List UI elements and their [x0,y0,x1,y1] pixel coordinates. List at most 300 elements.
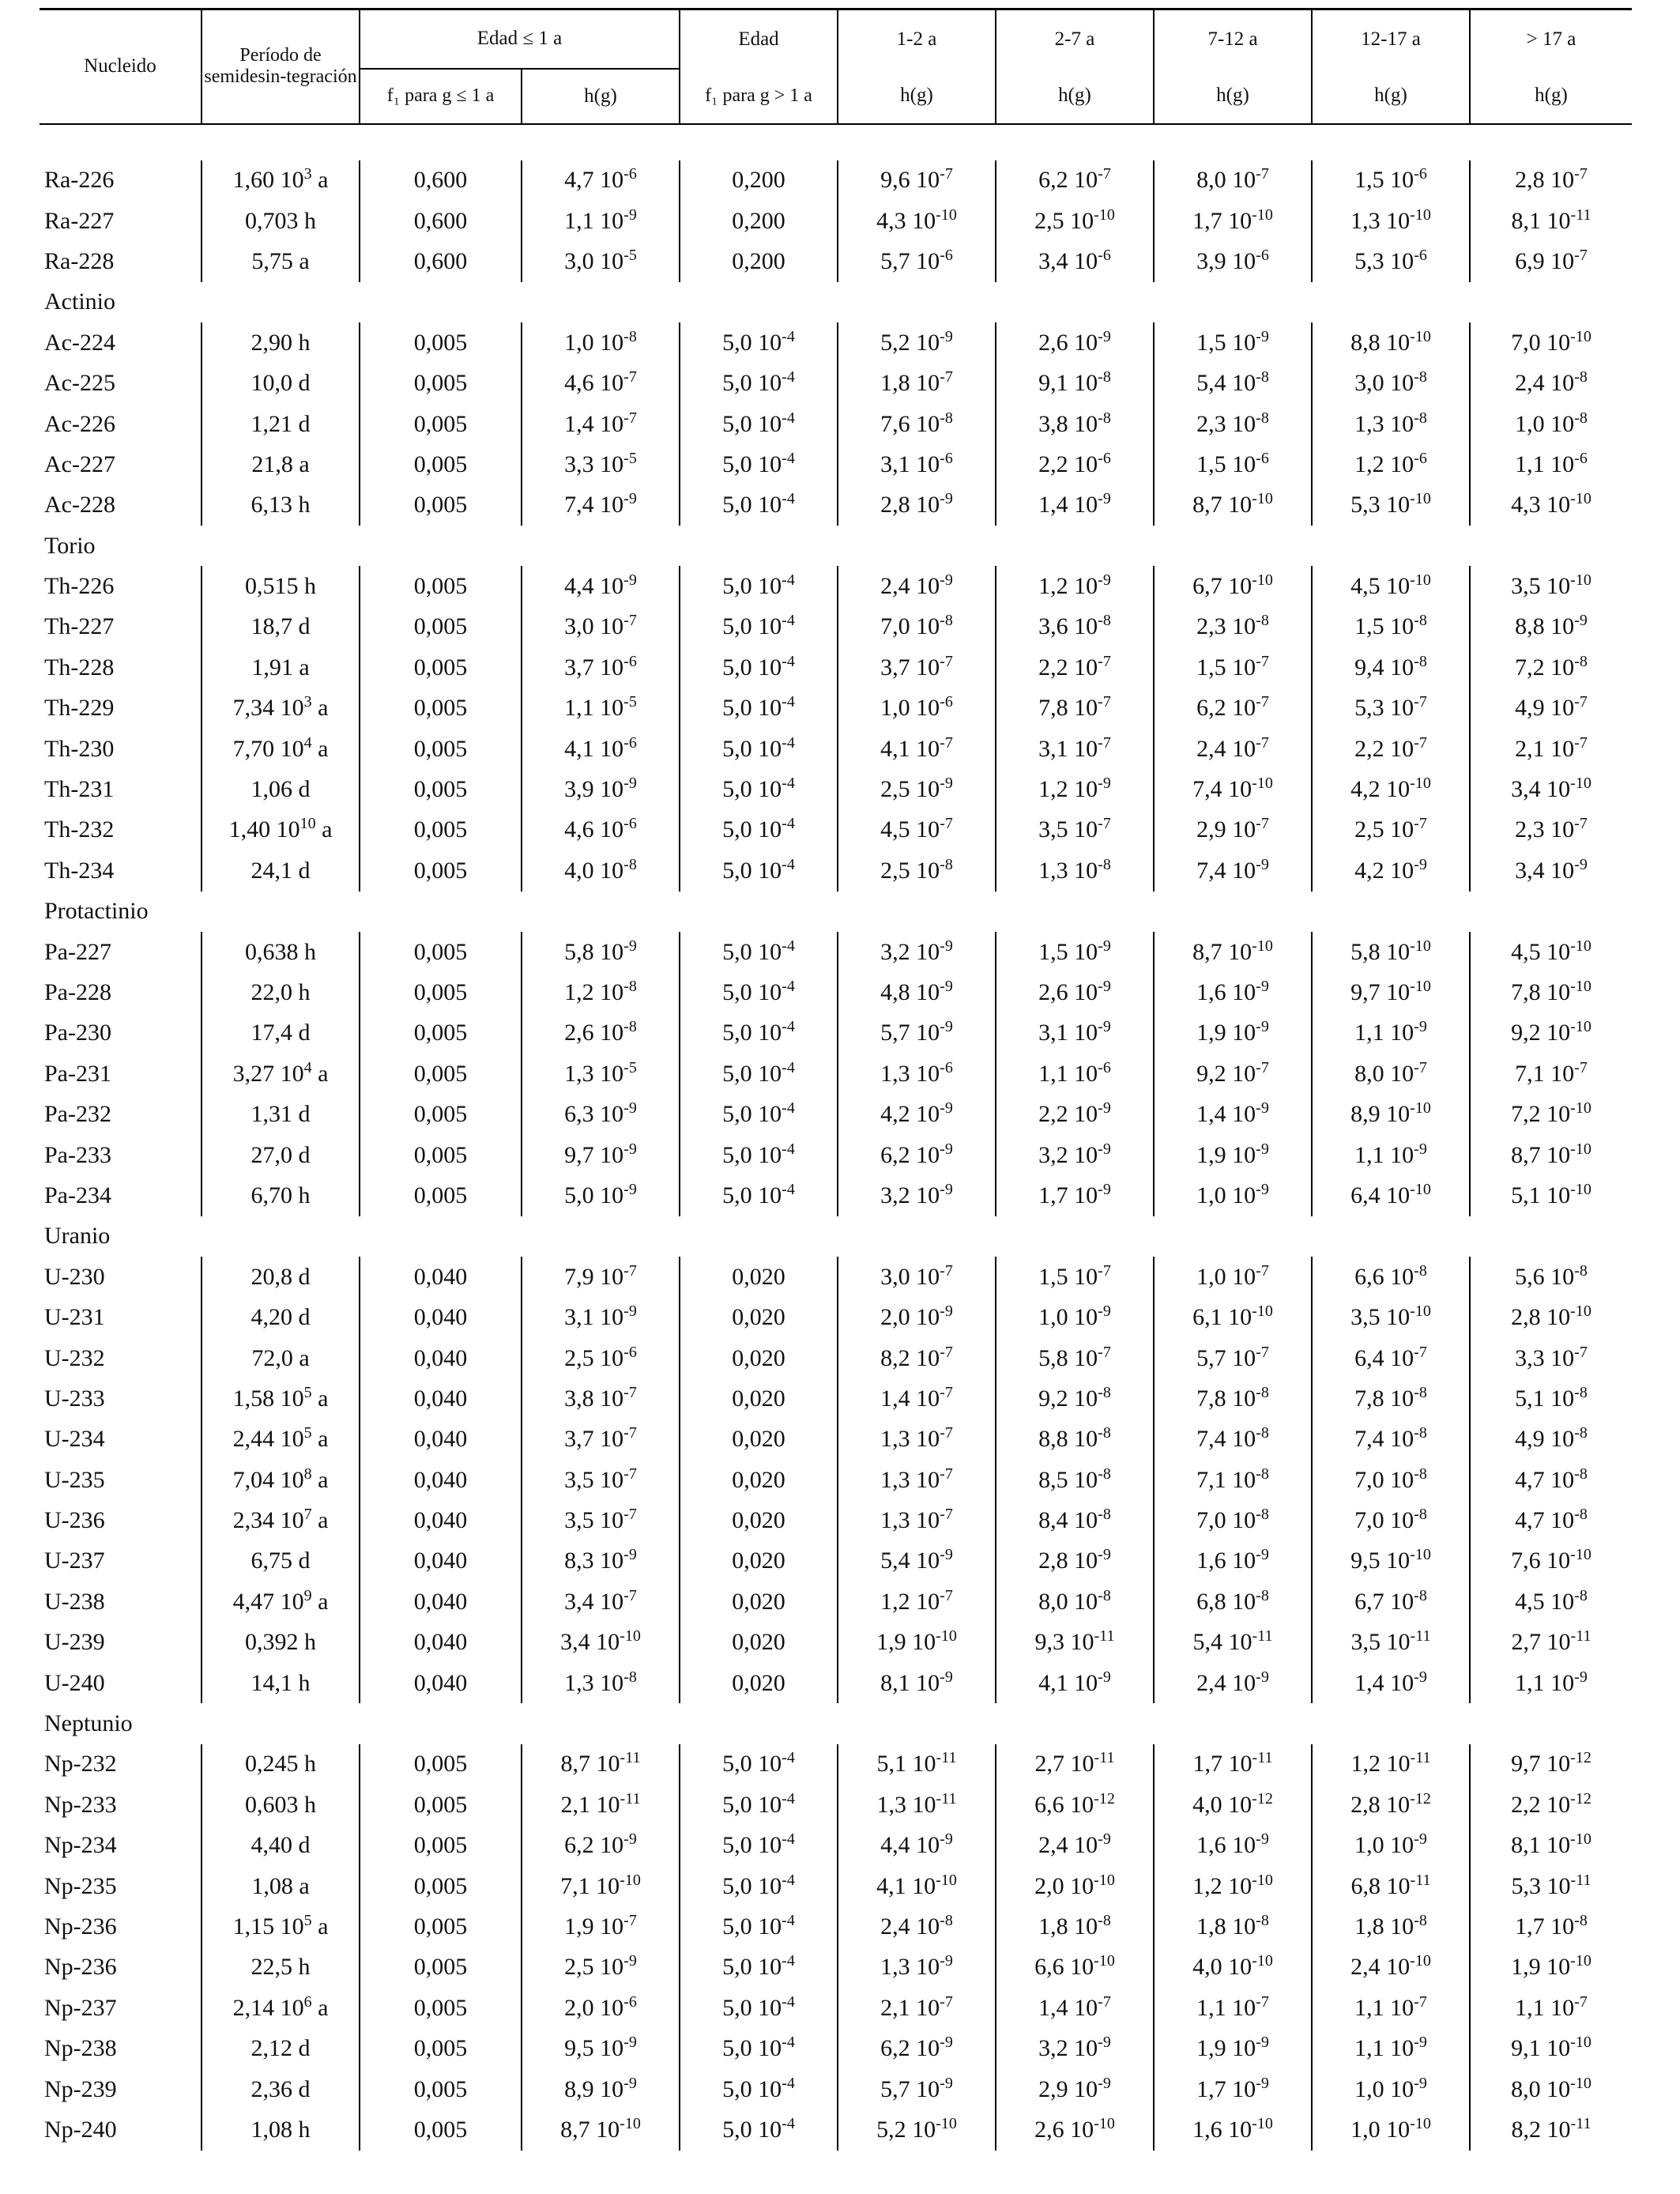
cell-f1-le1: 0,005 [360,1906,522,1947]
cell-h-7-12: 8,0 $10^{-7}$ [1154,160,1312,201]
cell-f1-le1: 0,600 [360,241,522,281]
table-row [40,1419,1632,1460]
cell-h-1-2: 5,4 $10^{-9}$ [838,1541,996,1581]
cell-h-2-7: 9,1 $10^{-8}$ [996,363,1154,403]
cell-h-12-17: 1,5 $10^{-6}$ [1312,160,1470,201]
cell-h-1-2: 3,7 $10^{-7}$ [838,647,996,688]
cell-periodo: 22,5 h [202,1947,360,1988]
cell-h-le1: 1,4 $10^{-7}$ [522,404,680,444]
cell-h-le1: 3,1 $10^{-9}$ [522,1297,680,1337]
cell-h-le1: 2,5 $10^{-6}$ [522,1338,680,1378]
cell-h-le1: 3,0 $10^{-5}$ [522,241,680,281]
cell-h-1-2: 1,4 $10^{-7}$ [838,1378,996,1419]
cell-h-7-12: 6,2 $10^{-7}$ [1154,688,1312,729]
cell-h-12-17: 5,3 $10^{-10}$ [1312,485,1470,526]
cell-nucleido: U-234 [44,1426,105,1453]
cell-h-12-17: 8,8 $10^{-10}$ [1312,322,1470,363]
cell-h-le1: 4,7 $10^{-6}$ [522,160,680,201]
cell-h-2-7: 1,8 $10^{-8}$ [996,1906,1154,1947]
cell-h-12-17: 4,2 $10^{-9}$ [1312,850,1470,891]
cell-nucleido: U-236 [44,1507,105,1534]
cell-nucleido: Th-228 [44,654,115,680]
cell-h-1-2: 1,8 $10^{-7}$ [838,363,996,403]
cell-h-7-12: 7,4 $10^{-10}$ [1154,769,1312,809]
cell-h-12-17: 1,3 $10^{-10}$ [1312,201,1470,241]
cell-h-2-7: 6,6 $10^{-10}$ [996,1947,1154,1988]
cell-f1-le1: 0,040 [360,1297,522,1337]
cell-h-gt17: 2,4 $10^{-8}$ [1470,363,1632,403]
cell-f1-le1: 0,600 [360,201,522,241]
cell-periodo: 14,1 h [202,1663,360,1703]
cell-h-2-7: 2,2 $10^{-7}$ [996,647,1154,688]
cell-h-12-17: 5,3 $10^{-7}$ [1312,688,1470,729]
cell-h-1-2: 1,2 $10^{-7}$ [838,1581,996,1622]
header-age-2-7: 2-7 a [996,9,1154,69]
cell-h-2-7: 1,4 $10^{-7}$ [996,1988,1154,2028]
cell-h-le1: 7,4 $10^{-9}$ [522,485,680,526]
cell-f1-gt1: 5,0 $10^{-4}$ [680,1175,838,1216]
cell-h-le1: 3,9 $10^{-9}$ [522,769,680,809]
cell-h-12-17: 7,0 $10^{-8}$ [1312,1460,1470,1500]
cell-f1-le1: 0,005 [360,322,522,363]
cell-nucleido: Pa-233 [44,1141,111,1168]
cell-h-1-2: 7,0 $10^{-8}$ [838,607,996,647]
cell-f1-gt1: 0,020 [680,1297,838,1337]
cell-h-le1: 3,4 $10^{-10}$ [522,1623,680,1663]
cell-h-7-12: 2,9 $10^{-7}$ [1154,810,1312,850]
cell-f1-gt1: 5,0 $10^{-4}$ [680,1744,838,1785]
section-row [40,282,1632,322]
cell-f1-le1: 0,040 [360,1623,522,1663]
cell-h-1-2: 7,6 $10^{-8}$ [838,404,996,444]
table-row [40,1378,1632,1419]
cell-h-gt17: 8,1 $10^{-11}$ [1470,201,1632,241]
cell-h-1-2: 2,4 $10^{-9}$ [838,566,996,606]
cell-periodo: 0,245 h [202,1744,360,1785]
cell-nucleido: Th-230 [44,735,115,762]
cell-h-gt17: 9,7 $10^{-12}$ [1470,1744,1632,1785]
cell-f1-gt1: 0,020 [680,1338,838,1378]
table-row [40,972,1632,1012]
cell-h-1-2: 3,0 $10^{-7}$ [838,1257,996,1297]
table-row [40,1785,1632,1825]
cell-h-le1: 1,9 $10^{-7}$ [522,1906,680,1947]
cell-h-12-17: 4,2 $10^{-10}$ [1312,769,1470,809]
spacer-row [40,124,1632,160]
cell-h-12-17: 2,2 $10^{-7}$ [1312,729,1470,769]
cell-f1-gt1: 5,0 $10^{-4}$ [680,1013,838,1054]
cell-h-12-17: 7,0 $10^{-8}$ [1312,1500,1470,1540]
cell-h-1-2: 3,1 $10^{-6}$ [838,444,996,484]
cell-h-le1: 1,1 $10^{-9}$ [522,201,680,241]
cell-h-7-12: 1,9 $10^{-9}$ [1154,1013,1312,1054]
table-row [40,1826,1632,1866]
cell-h-1-2: 9,6 $10^{-7}$ [838,160,996,201]
cell-h-1-2: 1,3 $10^{-7}$ [838,1460,996,1500]
cell-h-gt17: 1,0 $10^{-8}$ [1470,404,1632,444]
cell-h-gt17: 8,7 $10^{-10}$ [1470,1135,1632,1175]
cell-f1-le1: 0,040 [360,1581,522,1622]
cell-nucleido: Th-227 [44,613,115,640]
cell-h-1-2: 4,1 $10^{-10}$ [838,1866,996,1906]
cell-h-12-17: 6,4 $10^{-10}$ [1312,1175,1470,1216]
cell-h-2-7: 2,6 $10^{-9}$ [996,972,1154,1012]
cell-f1-gt1: 5,0 $10^{-4}$ [680,850,838,891]
table-row [40,1135,1632,1175]
cell-h-2-7: 8,0 $10^{-8}$ [996,1581,1154,1622]
dose-coefficients-table [40,8,1632,2151]
cell-periodo: 6,75 d [202,1541,360,1581]
cell-h-2-7: 2,0 $10^{-10}$ [996,1866,1154,1906]
table-row [40,1906,1632,1947]
cell-nucleido: Np-235 [44,1872,117,1899]
cell-h-1-2: 1,3 $10^{-11}$ [838,1785,996,1825]
cell-nucleido: Ac-224 [44,329,115,356]
cell-periodo: 1,60 $10^3$ a [202,160,360,201]
cell-periodo: 10,0 d [202,363,360,403]
cell-h-1-2: 1,3 $10^{-9}$ [838,1947,996,1988]
cell-f1-gt1: 5,0 $10^{-4}$ [680,1094,838,1134]
cell-periodo: 1,91 a [202,647,360,688]
cell-h-gt17: 4,7 $10^{-8}$ [1470,1500,1632,1540]
header-hg-7-12: h(g) [1154,69,1312,124]
cell-periodo: 2,44 $10^5$ a [202,1419,360,1460]
cell-h-gt17: 1,1 $10^{-9}$ [1470,1663,1632,1703]
table-row [40,1094,1632,1134]
cell-periodo: 0,638 h [202,932,360,972]
cell-nucleido: Np-236 [44,1954,117,1981]
cell-periodo: 7,70 $10^4$ a [202,729,360,769]
header-edad: Edad [680,9,838,69]
cell-f1-le1: 0,005 [360,1094,522,1134]
cell-f1-gt1: 0,020 [680,1500,838,1540]
spacer-cell [40,124,1632,160]
cell-h-gt17: 3,3 $10^{-7}$ [1470,1338,1632,1378]
cell-h-gt17: 2,8 $10^{-7}$ [1470,160,1632,201]
cell-h-7-12: 9,2 $10^{-7}$ [1154,1054,1312,1094]
cell-f1-gt1: 5,0 $10^{-4}$ [680,1135,838,1175]
cell-periodo: 24,1 d [202,850,360,891]
cell-f1-le1: 0,005 [360,1175,522,1216]
cell-nucleido: Np-233 [44,1791,117,1818]
cell-f1-le1: 0,005 [360,850,522,891]
table-row [40,1623,1632,1663]
cell-nucleido: U-231 [44,1304,105,1331]
cell-h-12-17: 6,7 $10^{-8}$ [1312,1581,1470,1622]
cell-h-2-7: 3,4 $10^{-6}$ [996,241,1154,281]
cell-nucleido: U-237 [44,1547,105,1574]
cell-f1-gt1: 0,200 [680,160,838,201]
cell-h-le1: 8,3 $10^{-9}$ [522,1541,680,1581]
cell-f1-gt1: 5,0 $10^{-4}$ [680,404,838,444]
cell-h-2-7: 7,8 $10^{-7}$ [996,688,1154,729]
cell-h-7-12: 5,4 $10^{-8}$ [1154,363,1312,403]
cell-f1-le1: 0,040 [360,1378,522,1419]
cell-h-gt17: 7,8 $10^{-10}$ [1470,972,1632,1012]
cell-h-1-2: 1,0 $10^{-6}$ [838,688,996,729]
cell-f1-le1: 0,040 [360,1419,522,1460]
cell-h-gt17: 1,7 $10^{-8}$ [1470,1906,1632,1947]
cell-f1-gt1: 5,0 $10^{-4}$ [680,2069,838,2109]
cell-h-gt17: 5,3 $10^{-11}$ [1470,1866,1632,1906]
cell-h-7-12: 1,8 $10^{-8}$ [1154,1906,1312,1947]
table-row [40,363,1632,403]
cell-nucleido: U-239 [44,1629,105,1656]
cell-f1-gt1: 5,0 $10^{-4}$ [680,972,838,1012]
table-body [40,124,1632,2151]
section-row [40,892,1632,932]
cell-h-12-17: 1,0 $10^{-10}$ [1312,2109,1470,2150]
cell-h-gt17: 4,5 $10^{-10}$ [1470,932,1632,972]
cell-nucleido: Ra-228 [44,247,115,274]
cell-f1-gt1: 5,0 $10^{-4}$ [680,729,838,769]
cell-nucleido: Pa-227 [44,938,111,965]
cell-h-12-17: 3,5 $10^{-10}$ [1312,1297,1470,1337]
cell-f1-gt1: 0,020 [680,1663,838,1703]
cell-nucleido: U-240 [44,1669,105,1696]
cell-f1-le1: 0,005 [360,1866,522,1906]
cell-f1-le1: 0,040 [360,1663,522,1703]
cell-h-7-12: 1,5 $10^{-6}$ [1154,444,1312,484]
cell-h-2-7: 1,0 $10^{-9}$ [996,1297,1154,1337]
cell-h-7-12: 7,4 $10^{-9}$ [1154,850,1312,891]
cell-h-1-2: 2,5 $10^{-8}$ [838,850,996,891]
cell-periodo: 0,703 h [202,201,360,241]
cell-h-7-12: 2,4 $10^{-9}$ [1154,1663,1312,1703]
cell-h-2-7: 2,6 $10^{-10}$ [996,2109,1154,2150]
cell-periodo: 4,20 d [202,1297,360,1337]
cell-h-12-17: 3,5 $10^{-11}$ [1312,1623,1470,1663]
cell-h-gt17: 4,5 $10^{-8}$ [1470,1581,1632,1622]
cell-f1-gt1: 5,0 $10^{-4}$ [680,1866,838,1906]
cell-h-gt17: 6,9 $10^{-7}$ [1470,241,1632,281]
cell-nucleido: U-238 [44,1588,105,1615]
cell-periodo: 5,75 a [202,241,360,281]
cell-h-2-7: 2,2 $10^{-9}$ [996,1094,1154,1134]
cell-h-2-7: 3,2 $10^{-9}$ [996,1135,1154,1175]
cell-h-7-12: 1,9 $10^{-9}$ [1154,2028,1312,2068]
cell-nucleido: Th-231 [44,776,115,803]
cell-h-gt17: 1,1 $10^{-6}$ [1470,444,1632,484]
cell-h-2-7: 6,6 $10^{-12}$ [996,1785,1154,1825]
cell-h-2-7: 2,8 $10^{-9}$ [996,1541,1154,1581]
header-age-12-17: 12-17 a [1312,9,1470,69]
cell-nucleido: Ac-226 [44,410,115,437]
cell-h-2-7: 1,3 $10^{-8}$ [996,850,1154,891]
cell-h-7-12: 7,0 $10^{-8}$ [1154,1500,1312,1540]
section-title: Uranio [44,1223,111,1250]
cell-h-1-2: 1,3 $10^{-7}$ [838,1500,996,1540]
cell-f1-le1: 0,005 [360,932,522,972]
cell-h-gt17: 7,2 $10^{-8}$ [1470,647,1632,688]
cell-h-gt17: 2,3 $10^{-7}$ [1470,810,1632,850]
cell-h-2-7: 1,2 $10^{-9}$ [996,566,1154,606]
cell-h-7-12: 1,9 $10^{-9}$ [1154,1135,1312,1175]
cell-f1-gt1: 0,020 [680,1541,838,1581]
cell-h-7-12: 1,6 $10^{-9}$ [1154,972,1312,1012]
cell-h-le1: 3,5 $10^{-7}$ [522,1500,680,1540]
cell-h-gt17: 1,9 $10^{-10}$ [1470,1947,1632,1988]
cell-h-le1: 2,5 $10^{-9}$ [522,1947,680,1988]
cell-f1-gt1: 0,020 [680,1581,838,1622]
cell-periodo: 17,4 d [202,1013,360,1054]
cell-h-2-7: 1,7 $10^{-9}$ [996,1175,1154,1216]
table-row [40,1054,1632,1094]
cell-h-12-17: 1,0 $10^{-9}$ [1312,1826,1470,1866]
cell-h-2-7: 2,6 $10^{-9}$ [996,322,1154,363]
cell-periodo: 4,40 d [202,1826,360,1866]
cell-h-2-7: 3,5 $10^{-7}$ [996,810,1154,850]
cell-f1-le1: 0,005 [360,1135,522,1175]
table-row [40,485,1632,526]
cell-f1-gt1: 5,0 $10^{-4}$ [680,1785,838,1825]
cell-h-le1: 2,1 $10^{-11}$ [522,1785,680,1825]
cell-periodo: 7,34 $10^3$ a [202,688,360,729]
cell-nucleido: U-235 [44,1466,105,1493]
cell-nucleido: U-232 [44,1344,105,1371]
cell-f1-gt1: 5,0 $10^{-4}$ [680,607,838,647]
cell-f1-le1: 0,005 [360,404,522,444]
section-title: Torio [44,532,96,559]
cell-h-12-17: 1,8 $10^{-8}$ [1312,1906,1470,1947]
cell-f1-le1: 0,005 [360,688,522,729]
cell-h-7-12: 2,3 $10^{-8}$ [1154,404,1312,444]
cell-f1-le1: 0,005 [360,2109,522,2150]
cell-h-1-2: 4,4 $10^{-9}$ [838,1826,996,1866]
cell-h-le1: 4,0 $10^{-8}$ [522,850,680,891]
cell-h-7-12: 2,3 $10^{-8}$ [1154,607,1312,647]
cell-f1-gt1: 5,0 $10^{-4}$ [680,1826,838,1866]
cell-h-le1: 1,2 $10^{-8}$ [522,972,680,1012]
cell-f1-le1: 0,005 [360,1054,522,1094]
cell-periodo: 1,08 h [202,2109,360,2150]
table-row [40,1866,1632,1906]
table-row [40,1581,1632,1622]
table-header [40,9,1632,124]
table-row [40,1257,1632,1297]
cell-periodo: 2,90 h [202,322,360,363]
cell-periodo: 1,21 d [202,404,360,444]
cell-h-le1: 3,3 $10^{-5}$ [522,444,680,484]
cell-h-7-12: 7,4 $10^{-8}$ [1154,1419,1312,1460]
cell-h-le1: 4,4 $10^{-9}$ [522,566,680,606]
cell-periodo: 20,8 d [202,1257,360,1297]
cell-f1-gt1: 5,0 $10^{-4}$ [680,2109,838,2150]
cell-h-2-7: 3,1 $10^{-9}$ [996,1013,1154,1054]
cell-periodo: 0,603 h [202,1785,360,1825]
cell-h-2-7: 3,8 $10^{-8}$ [996,404,1154,444]
cell-periodo: 2,12 d [202,2028,360,2068]
cell-h-1-2: 4,5 $10^{-7}$ [838,810,996,850]
cell-h-1-2: 3,2 $10^{-9}$ [838,1175,996,1216]
cell-h-7-12: 7,8 $10^{-8}$ [1154,1378,1312,1419]
header-f1-gt1: f₁ para g > 1 a [680,69,838,124]
cell-h-2-7: 2,2 $10^{-6}$ [996,444,1154,484]
cell-periodo: 2,36 d [202,2069,360,2109]
cell-h-12-17: 1,4 $10^{-9}$ [1312,1663,1470,1703]
cell-h-1-2: 5,2 $10^{-10}$ [838,2109,996,2150]
cell-h-7-12: 1,0 $10^{-7}$ [1154,1257,1312,1297]
cell-h-1-2: 2,0 $10^{-9}$ [838,1297,996,1337]
cell-h-gt17: 5,1 $10^{-10}$ [1470,1175,1632,1216]
cell-h-1-2: 5,7 $10^{-9}$ [838,1013,996,1054]
cell-periodo: 1,08 a [202,1866,360,1906]
cell-h-gt17: 5,1 $10^{-8}$ [1470,1378,1632,1419]
table-row [40,241,1632,281]
cell-h-1-2: 1,3 $10^{-7}$ [838,1419,996,1460]
cell-h-1-2: 4,3 $10^{-10}$ [838,201,996,241]
cell-nucleido: Np-238 [44,2035,117,2062]
cell-nucleido: Pa-228 [44,979,111,1005]
cell-h-le1: 1,1 $10^{-5}$ [522,688,680,729]
cell-h-1-2: 4,8 $10^{-9}$ [838,972,996,1012]
table-row [40,1460,1632,1500]
cell-h-gt17: 8,1 $10^{-10}$ [1470,1826,1632,1866]
cell-f1-gt1: 5,0 $10^{-4}$ [680,647,838,688]
cell-h-12-17: 8,9 $10^{-10}$ [1312,1094,1470,1134]
cell-periodo: 6,13 h [202,485,360,526]
cell-h-gt17: 4,9 $10^{-8}$ [1470,1419,1632,1460]
cell-f1-le1: 0,005 [360,769,522,809]
cell-h-7-12: 1,5 $10^{-7}$ [1154,647,1312,688]
cell-h-2-7: 3,6 $10^{-8}$ [996,607,1154,647]
section-title: Protactinio [44,898,149,925]
cell-h-le1: 3,5 $10^{-7}$ [522,1460,680,1500]
table-row [40,607,1632,647]
table-row [40,201,1632,241]
cell-h-gt17: 2,1 $10^{-7}$ [1470,729,1632,769]
cell-f1-le1: 0,005 [360,1013,522,1054]
table-row [40,1013,1632,1054]
cell-h-le1: 3,7 $10^{-7}$ [522,1419,680,1460]
cell-h-12-17: 1,1 $10^{-9}$ [1312,2028,1470,2068]
cell-h-gt17: 3,4 $10^{-10}$ [1470,769,1632,809]
table-row [40,444,1632,484]
cell-h-gt17: 2,7 $10^{-11}$ [1470,1623,1632,1663]
cell-h-12-17: 2,4 $10^{-10}$ [1312,1947,1470,1988]
table-row [40,729,1632,769]
cell-h-7-12: 1,0 $10^{-9}$ [1154,1175,1312,1216]
cell-h-1-2: 2,5 $10^{-9}$ [838,769,996,809]
table-row [40,322,1632,363]
cell-periodo: 72,0 a [202,1338,360,1378]
cell-nucleido: Th-226 [44,573,115,600]
cell-f1-gt1: 0,200 [680,241,838,281]
cell-periodo: 2,14 $10^6$ a [202,1988,360,2028]
cell-h-7-12: 1,2 $10^{-10}$ [1154,1866,1312,1906]
cell-h-1-2: 1,3 $10^{-6}$ [838,1054,996,1094]
cell-f1-le1: 0,005 [360,972,522,1012]
cell-h-12-17: 4,5 $10^{-10}$ [1312,566,1470,606]
cell-h-1-2: 2,1 $10^{-7}$ [838,1988,996,2028]
header-hg-le1: h(g) [522,69,680,124]
cell-periodo: 1,40 $10^{10}$ a [202,810,360,850]
cell-h-12-17: 7,8 $10^{-8}$ [1312,1378,1470,1419]
cell-h-gt17: 4,7 $10^{-8}$ [1470,1460,1632,1500]
cell-h-7-12: 1,7 $10^{-11}$ [1154,1744,1312,1785]
cell-periodo: 0,392 h [202,1623,360,1663]
section-row [40,526,1632,566]
cell-h-1-2: 5,7 $10^{-6}$ [838,241,996,281]
header-hg-gt17: h(g) [1470,69,1632,124]
cell-h-gt17: 8,0 $10^{-10}$ [1470,2069,1632,2109]
table-row [40,566,1632,606]
cell-h-le1: 1,0 $10^{-8}$ [522,322,680,363]
cell-h-gt17: 3,4 $10^{-9}$ [1470,850,1632,891]
cell-h-gt17: 7,6 $10^{-10}$ [1470,1541,1632,1581]
cell-h-1-2: 6,2 $10^{-9}$ [838,2028,996,2068]
cell-nucleido: Th-229 [44,695,115,722]
